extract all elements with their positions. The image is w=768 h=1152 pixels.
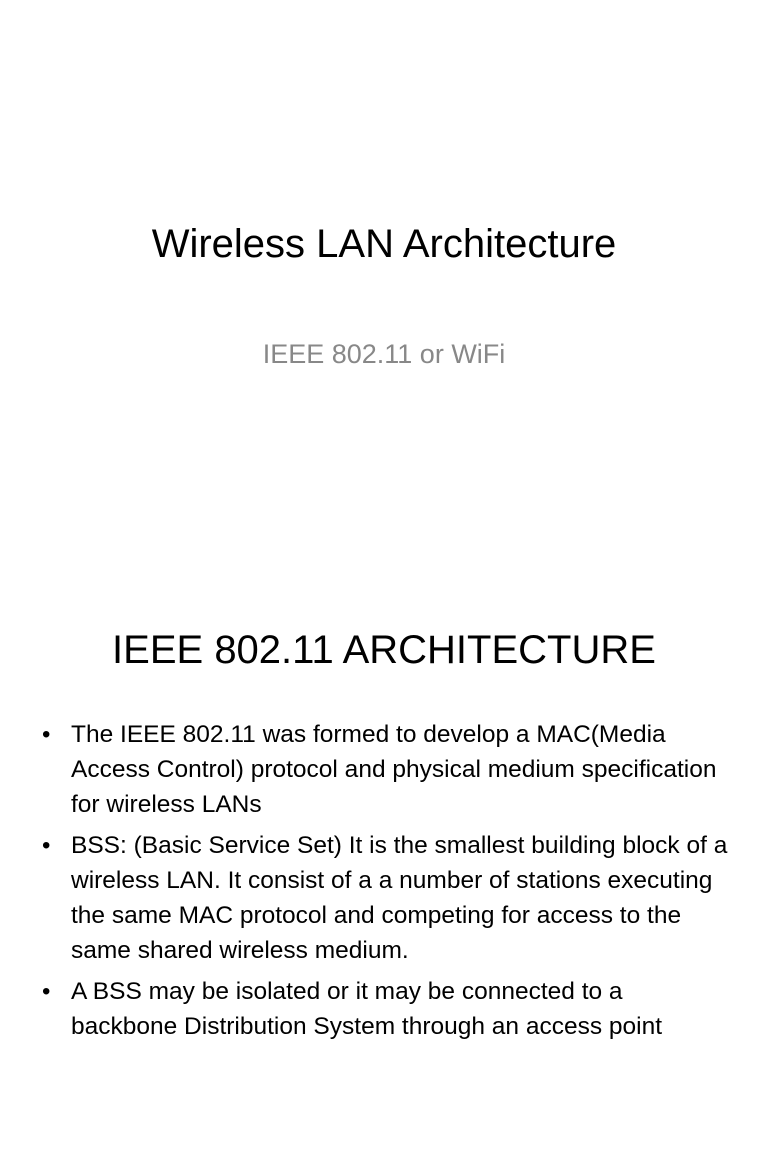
bullet-text: A BSS may be isolated or it may be connected to a backbone Distribution System through an access point	[71, 978, 663, 1040]
bullet-list	[38, 717, 728, 1050]
slide-title: Wireless LAN Architecture	[151, 222, 617, 266]
bullet-icon: •	[42, 978, 51, 1005]
bullet-icon: •	[42, 721, 51, 748]
bullet-item	[38, 828, 728, 968]
bullet-item	[38, 717, 728, 822]
slide-subtitle: IEEE 802.11 or WiFi	[262, 339, 506, 369]
slide-title: IEEE 802.11 ARCHITECTURE	[112, 628, 656, 672]
bullet-icon: •	[42, 832, 51, 859]
bullet-text: The IEEE 802.11 was formed to develop a MAC(Media Access Control) protocol and physical medium specification for wireless LANs	[71, 721, 717, 818]
content-slide	[0, 576, 768, 1152]
bullet-text: BSS: (Basic Service Set) It is the smallest building block of a wireless LAN. It consist of a a number of stations executing the same MAC protocol and competing for access to the same shared wireless medium.	[71, 832, 728, 964]
bullet-item	[38, 974, 728, 1044]
